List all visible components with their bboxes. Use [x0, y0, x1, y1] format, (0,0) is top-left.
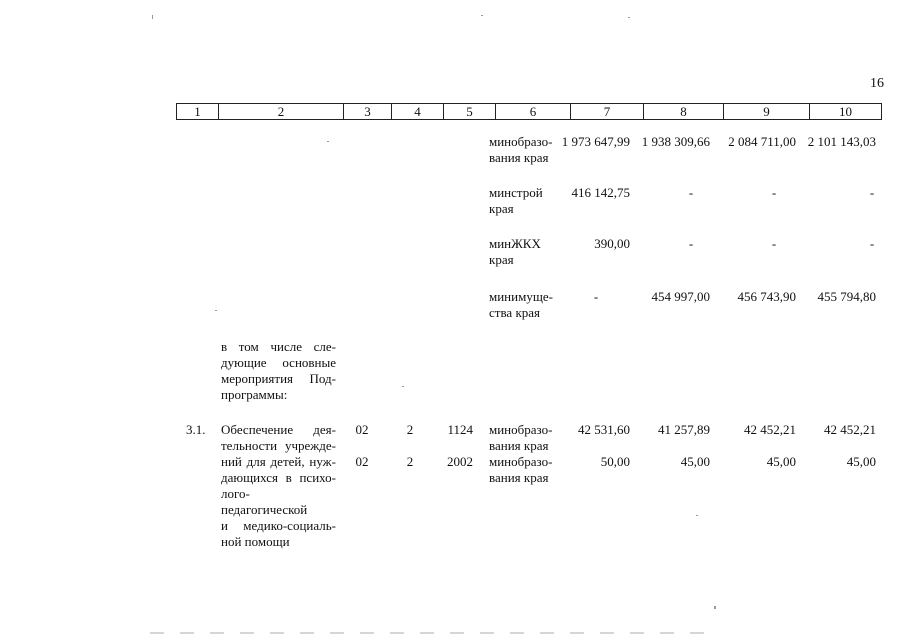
executor-cell: минобразо- вания края [489, 134, 553, 165]
item-name-line: дающихся в психо- [221, 470, 336, 485]
item-name-line: ной помощи [221, 534, 290, 549]
executor-cell: минобразо- вания края [489, 422, 553, 453]
value-col-8: 454 997,00 [651, 289, 710, 304]
item-name-line: Обеспечение дея- [221, 422, 336, 437]
header-col-7: 7 [571, 104, 644, 119]
header-col-4: 4 [392, 104, 444, 119]
table-header-row [176, 103, 882, 120]
section-note-line: дующие основные [221, 355, 336, 370]
value-col-9: 45,00 [766, 454, 796, 469]
value-col-7: 42 531,60 [578, 422, 630, 437]
value-col-8: - [688, 236, 694, 251]
value-col-10: 42 452,21 [824, 422, 876, 437]
scan-speck [402, 386, 404, 387]
value-col-10: - [869, 236, 875, 251]
scan-speck [481, 15, 483, 16]
header-col-5: 5 [444, 104, 496, 119]
item-name-line: и медико-социаль- [221, 518, 336, 533]
value-col-8: 41 257,89 [658, 422, 710, 437]
value-col-7: 390,00 [594, 236, 630, 251]
executor-cell: минобразо- вания края [489, 454, 553, 485]
scan-speck [696, 515, 698, 516]
value-col-10: 455 794,80 [817, 289, 876, 304]
executor-cell: минстрой края [489, 185, 543, 216]
header-col-2: 2 [219, 104, 344, 119]
header-col-1: 1 [177, 104, 219, 119]
value-col-10: 45,00 [846, 454, 876, 469]
scan-noise [150, 632, 710, 634]
header-col-9: 9 [724, 104, 810, 119]
item-col-5: 2002 [447, 454, 473, 469]
scan-speck [327, 141, 329, 142]
executor-cell: минимуще- ства края [489, 289, 553, 320]
scan-speck [152, 15, 153, 19]
value-col-8: 45,00 [680, 454, 710, 469]
scan-speck [628, 17, 630, 18]
value-col-10: 2 101 143,03 [807, 134, 876, 149]
header-col-8: 8 [644, 104, 724, 119]
page-number: 16 [870, 76, 884, 91]
value-col-9: 2 084 711,00 [728, 134, 796, 149]
value-col-9: - [771, 236, 777, 251]
value-col-9: 42 452,21 [744, 422, 796, 437]
value-col-7: 416 142,75 [571, 185, 630, 200]
header-col-6: 6 [496, 104, 571, 119]
scan-speck [215, 310, 217, 311]
header-col-3: 3 [344, 104, 392, 119]
item-name [221, 422, 336, 550]
item-col-4: 2 [406, 422, 414, 437]
section-note-line: мероприятия Под- [221, 371, 336, 386]
executor-cell: минЖКХ края [489, 236, 541, 267]
item-number: 3.1. [186, 422, 206, 437]
item-col-4: 2 [406, 454, 414, 469]
item-col-3: 02 [355, 454, 369, 469]
item-name-line: ний для детей, нуж- [221, 454, 336, 469]
value-col-8: 1 938 309,66 [641, 134, 710, 149]
value-col-7: 50,00 [600, 454, 630, 469]
value-col-7: - [593, 289, 599, 304]
scan-speck [714, 606, 716, 609]
item-name-line: лого-педагогической [221, 486, 308, 517]
value-col-7: 1 973 647,99 [561, 134, 630, 149]
section-note-line: программы: [221, 387, 288, 402]
value-col-9: 456 743,90 [737, 289, 796, 304]
item-name-line: тельности учрежде- [221, 438, 336, 453]
value-col-9: - [771, 185, 777, 200]
item-col-3: 02 [355, 422, 369, 437]
item-col-5: 1124 [447, 422, 473, 437]
section-note [221, 339, 336, 403]
value-col-10: - [869, 185, 875, 200]
header-col-10: 10 [839, 104, 852, 119]
section-note-line: в том числе сле- [221, 339, 336, 354]
value-col-8: - [688, 185, 694, 200]
